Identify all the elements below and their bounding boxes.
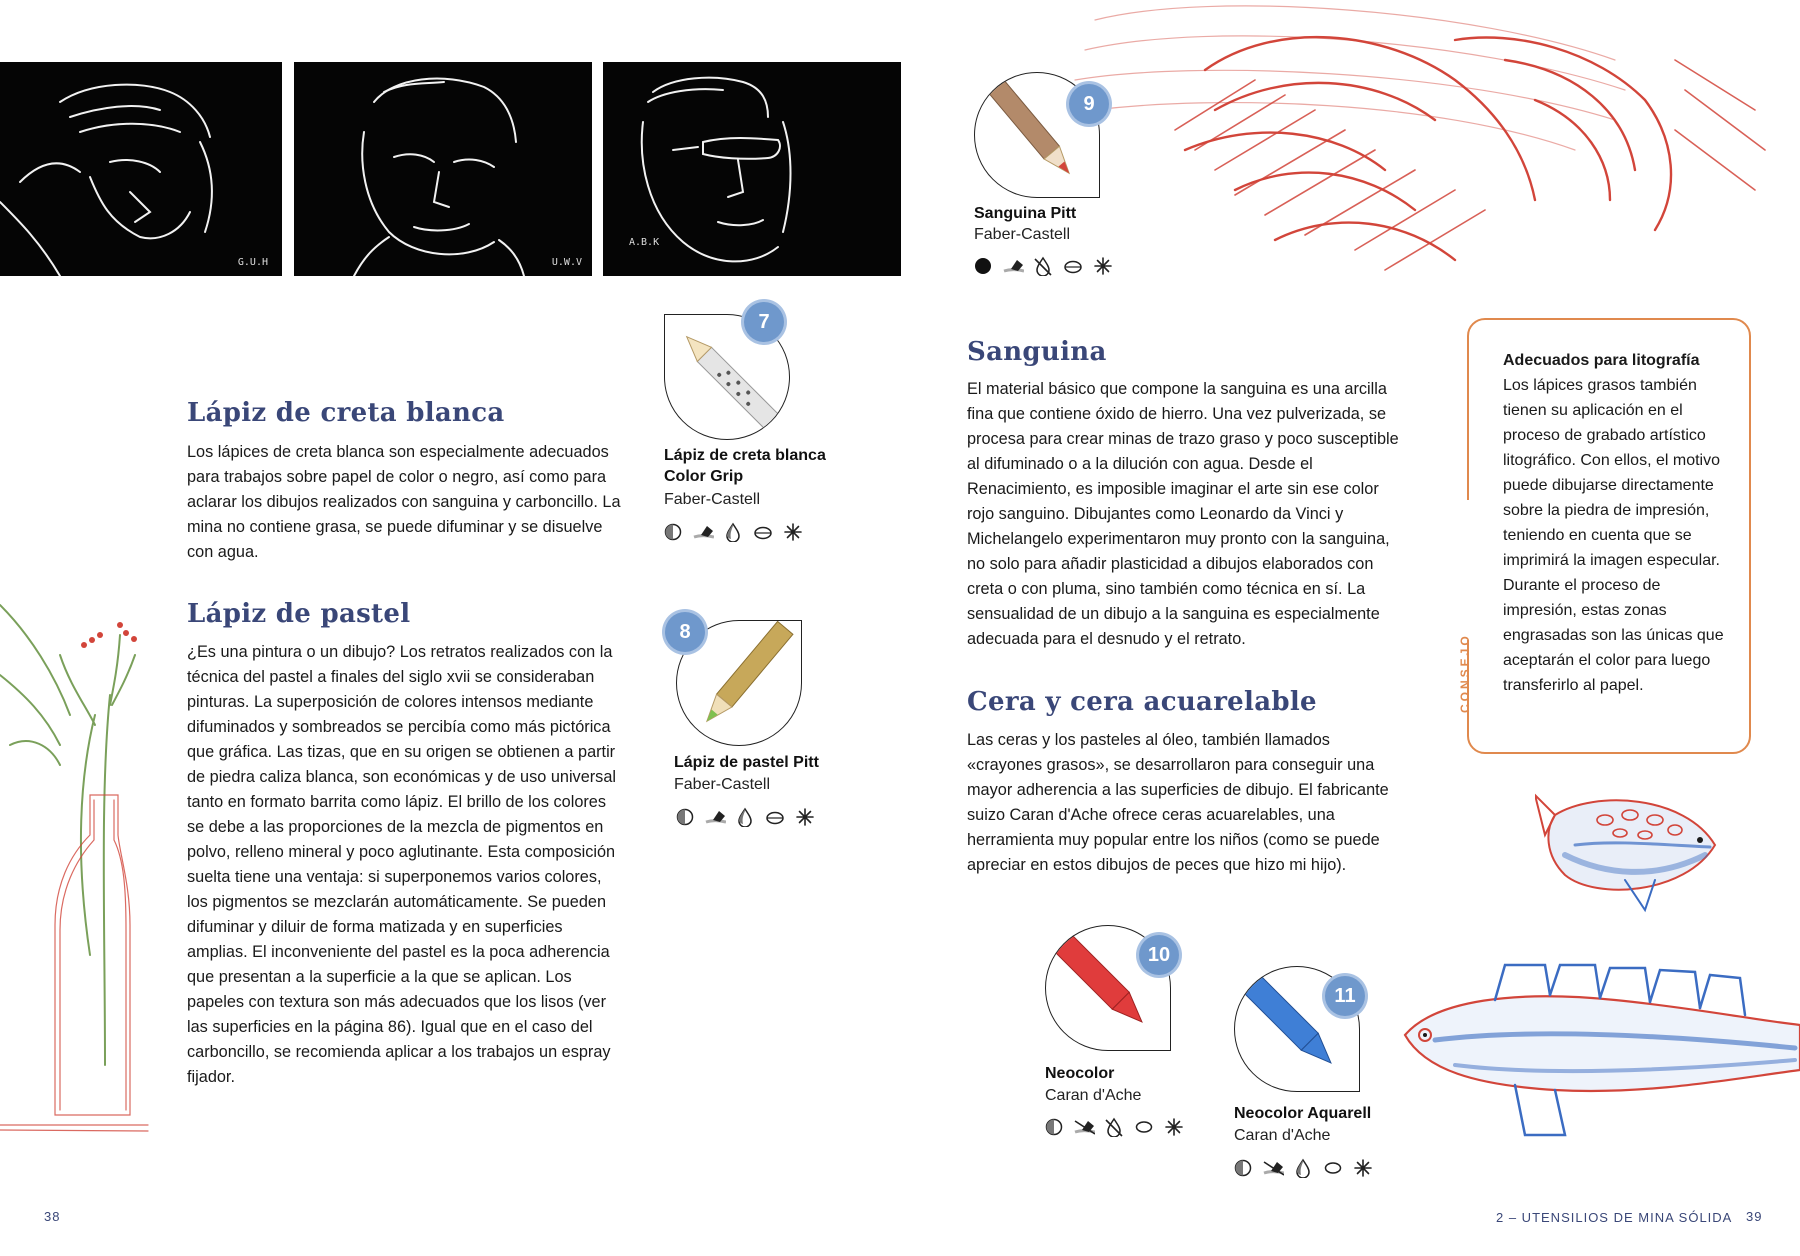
property-icons xyxy=(674,806,816,828)
no-drop-icon xyxy=(1032,255,1054,277)
section-body-sanguina xyxy=(967,377,1399,652)
tip-content xyxy=(1503,348,1735,698)
page-number-left: 38 xyxy=(44,1209,61,1224)
tool-number-badge: 8 xyxy=(665,612,705,652)
sparkle-icon xyxy=(1092,255,1114,277)
tip-label-mask xyxy=(1463,500,1475,640)
tool-brand: Faber-Castell xyxy=(974,226,1071,243)
portrait-sketch-2 xyxy=(294,62,592,276)
eraser-icon xyxy=(1062,255,1084,277)
flower-vase-drawing xyxy=(0,595,150,1140)
tool-brand: Faber-Castell xyxy=(664,491,761,508)
tool-number-badge: 7 xyxy=(744,302,784,342)
sparkle-icon xyxy=(1163,1116,1185,1138)
drop-icon xyxy=(1292,1157,1314,1179)
fish-drawing-large xyxy=(1395,960,1800,1145)
property-icons xyxy=(1043,1116,1185,1138)
tool-number-badge: 11 xyxy=(1325,976,1365,1016)
tool-title: Neocolor xyxy=(1045,1065,1115,1082)
smudge-icon xyxy=(704,806,726,828)
eraser-icon xyxy=(764,806,786,828)
chapter-title: 2 – UTENSILIOS DE MINA SÓLIDA xyxy=(1496,1210,1733,1225)
tool-brand: Faber-Castell xyxy=(674,776,771,793)
no-drop-icon xyxy=(1103,1116,1125,1138)
tool-brand: Caran d'Ache xyxy=(1045,1087,1142,1104)
property-icons xyxy=(1232,1157,1374,1179)
empty-circle-icon xyxy=(1133,1116,1155,1138)
sparkle-icon xyxy=(782,521,804,543)
tool-card-10 xyxy=(1043,923,1243,1143)
tip-label: CONSEJO xyxy=(1458,633,1472,713)
half-circle-icon xyxy=(662,521,684,543)
tool-number-badge: 10 xyxy=(1139,935,1179,975)
tip-body: Los lápices grasos también tienen su aplicación en el proceso de grabado artístico litográfico. Con ellos, el motivo puede dibujarse directamente sobre la piedra de impresión, teniendo en cuenta que se imprimirá la imagen especular. Durante el proceso de impresión, estas zonas engrasadas son las únicas que aceptarán el color para luego transferirlo al papel. xyxy=(1503,377,1724,694)
tool-brand: Caran d'Ache xyxy=(1234,1127,1331,1144)
portrait-sketch-1 xyxy=(0,62,282,276)
tool-card-11 xyxy=(1232,964,1432,1184)
paragraph: Los lápices de creta blanca son especialmente adecuados para trabajos sobre papel de color o negro, así como para aclarar los dibujos realizados con sanguina y carboncillo. La mina no contiene grasa, se puede difuminar y se disuelve con agua. xyxy=(187,443,621,561)
section-body-creta xyxy=(187,440,627,565)
section-title-creta: Lápiz de creta blanca xyxy=(187,398,505,428)
section-body-pastel xyxy=(187,640,622,1090)
sketch-signature: U.W.V xyxy=(551,257,582,268)
section-title-pastel: Lápiz de pastel xyxy=(187,599,411,629)
tip-box xyxy=(1458,318,1751,754)
property-icons xyxy=(972,255,1114,277)
tool-title: Lápiz de creta blanca Color Grip xyxy=(664,447,826,485)
tool-title: Lápiz de pastel Pitt xyxy=(674,754,819,771)
tip-heading: Adecuados para litografía xyxy=(1503,352,1700,369)
smudge-icon xyxy=(1002,255,1024,277)
drop-icon xyxy=(722,521,744,543)
paragraph: Las ceras y los pasteles al óleo, también llamados «crayones grasos», se desarrollaron para conseguir una mayor adherencia a las superficies de dibujo. El fabricante suizo Caran d'Ache ofrece ceras acuarelables, una herramienta muy popular entre los niños (como se puede apreciar en estos dibujos de peces que hizo mi hijo). xyxy=(967,731,1389,874)
half-circle-icon xyxy=(1232,1157,1254,1179)
eraser-icon xyxy=(752,521,774,543)
tool-title: Neocolor Aquarell xyxy=(1234,1105,1372,1122)
drop-icon xyxy=(734,806,756,828)
full-circle-icon xyxy=(972,255,994,277)
no-smudge-icon xyxy=(1073,1116,1095,1138)
sketch-signature: G.U.H xyxy=(237,257,268,268)
no-smudge-icon xyxy=(1262,1157,1284,1179)
sketch-signature: A.B.K xyxy=(629,237,660,248)
section-title-sanguina: Sanguina xyxy=(967,337,1107,367)
empty-circle-icon xyxy=(1322,1157,1344,1179)
property-icons xyxy=(662,521,804,543)
sparkle-icon xyxy=(1352,1157,1374,1179)
tool-title: Sanguina Pitt xyxy=(974,205,1077,222)
portrait-sketch-3 xyxy=(603,62,901,276)
page-number-right: 39 xyxy=(1746,1209,1763,1224)
half-circle-icon xyxy=(674,806,696,828)
tool-card-8 xyxy=(672,610,872,840)
half-circle-icon xyxy=(1043,1116,1065,1138)
section-title-cera: Cera y cera acuarelable xyxy=(967,687,1317,717)
tool-card-9 xyxy=(972,72,1172,282)
tool-card-7 xyxy=(660,300,860,560)
tool-number-badge: 9 xyxy=(1069,84,1109,124)
sparkle-icon xyxy=(794,806,816,828)
section-body-cera xyxy=(967,728,1399,878)
smudge-icon xyxy=(692,521,714,543)
paragraph: ¿Es una pintura o un dibujo? Los retratos realizados con la técnica del pastel a finales del siglo xvii se consideraban pinturas. La superposición de colores intensos mediante difuminados y sombreados se percibía como más pictórica que gráfica. Las tizas, que en su origen se obtienen a partir de piedra caliza blanca, son económicas y de uso universal tanto en formato barrita como lápiz. El brillo de los colores se debe a las proporciones de la mezcla de pigmentos en polvo, relleno mineral y poco aglutinante. Esta composición suelta tiene una ventaja: si superponemos varios colores, los pigmentos se mezclarán automáticamente. Se pueden difuminar y diluir de forma matizada y en superficies amplias. El inconveniente del pastel es la poca adherencia que presentan a la superficie a la que se aplican. Los papeles con textura son más adecuados que los lisos (ver las superficies en la página 86). Igual que en el caso del carboncillo, se recomienda aplicar a los trabajos un espray fijador. xyxy=(187,643,616,1086)
fish-drawing-small xyxy=(1535,785,1735,920)
paragraph: El material básico que compone la sanguina es una arcilla fina que contiene óxido de hierro. Una vez pulverizada, se procesa para crear minas de trazo graso y poco susceptible al difuminado o a la dilución con agua. Desde el Renacimiento, es imposible imaginar el arte sin ese color rojo sanguino. Dibujantes como Leonardo da Vinci y Michelangelo experimentaron muy pronto con la sanguina, no solo para añadir plasticidad a dibujos elaborados con creta o con pluma, sino también como técnica en sí. La sensualidad de un dibujo a la sanguina es especialmente adecuada para el desnudo y el retrato. xyxy=(967,380,1399,648)
